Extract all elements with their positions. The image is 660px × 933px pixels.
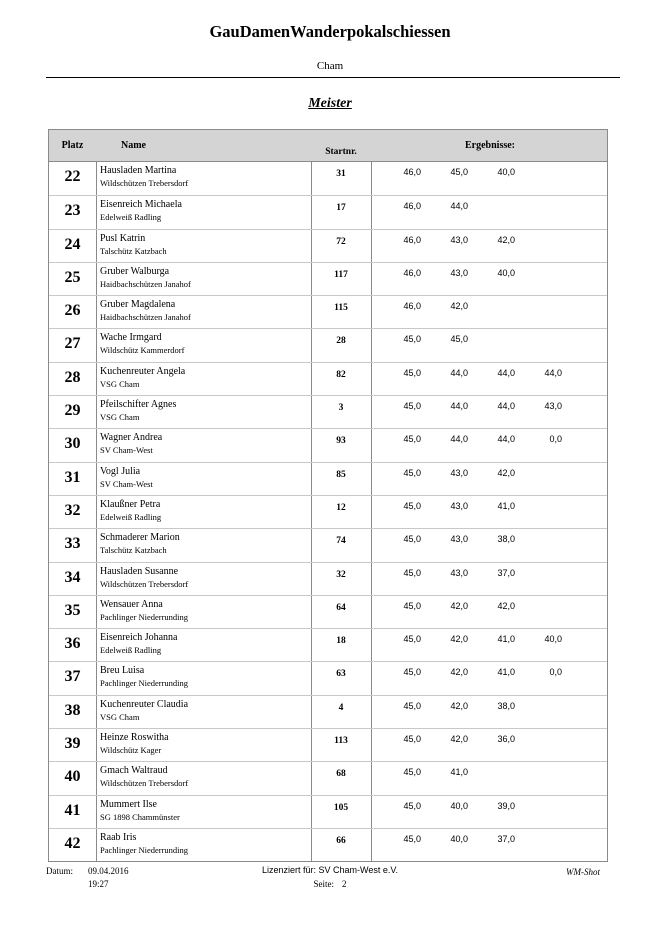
- shooter-name: Mummert Ilse: [100, 798, 157, 810]
- result-value: 42,0: [450, 600, 468, 611]
- result-value: 46,0: [403, 234, 421, 245]
- rank-cell: 41: [64, 801, 81, 819]
- header-divider: [46, 77, 620, 78]
- result-value: 43,0: [450, 267, 468, 278]
- table-row: [49, 728, 607, 761]
- result-value: 42,0: [450, 634, 468, 645]
- club-name: Edelweiß Radling: [100, 645, 162, 656]
- shooter-name: Gmach Waltraud: [100, 765, 168, 777]
- result-value: 40,0: [497, 167, 515, 177]
- result-value: 42,0: [450, 667, 468, 678]
- table-row: [49, 229, 607, 262]
- result-value: 41,0: [497, 634, 515, 645]
- start-number: 4: [338, 702, 344, 713]
- result-value: 46,0: [403, 201, 421, 212]
- result-value: 45,0: [403, 434, 421, 445]
- club-name: SG 1898 Chammünster: [100, 811, 180, 822]
- result-value: 37,0: [497, 833, 515, 844]
- start-number: 28: [336, 336, 346, 347]
- club-name: Pachlinger Niederrunding: [100, 678, 189, 689]
- club-name: Talschütz Katzbach: [100, 545, 167, 556]
- club-name: Haidbachschützen Janahof: [100, 312, 191, 323]
- result-value: 43,0: [544, 401, 562, 412]
- result-value: 37,0: [497, 567, 515, 578]
- rank-cell: 40: [64, 768, 81, 786]
- shooter-name: Eisenreich Michaela: [100, 199, 182, 211]
- result-value: 45,0: [450, 334, 468, 345]
- shooter-name: Vogl Julia: [100, 465, 141, 477]
- result-value: 45,0: [403, 334, 421, 345]
- start-number: 12: [336, 502, 346, 513]
- footer-date-label: Datum:: [46, 866, 73, 876]
- start-number: 68: [336, 769, 346, 780]
- table-row: [49, 262, 607, 295]
- shooter-name: Kuchenreuter Claudia: [100, 698, 189, 710]
- club-name: Talschütz Katzbach: [100, 245, 167, 256]
- result-value: 46,0: [403, 167, 421, 177]
- shooter-name: Eisenreich Johanna: [100, 632, 178, 644]
- result-value: 44,0: [497, 434, 515, 445]
- result-value: 44,0: [450, 401, 468, 412]
- footer-page: [0, 879, 660, 889]
- shooter-name: Breu Luisa: [100, 665, 145, 677]
- club-name: VSG Cham: [100, 378, 140, 389]
- rank-cell: 24: [64, 235, 81, 253]
- shooter-name: Gruber Magdalena: [100, 299, 176, 311]
- result-value: 0,0: [549, 434, 562, 445]
- result-value: 44,0: [544, 367, 562, 378]
- result-value: 46,0: [403, 267, 421, 278]
- club-name: Wildschützen Trebersdorf: [100, 178, 189, 188]
- start-number: 105: [333, 802, 349, 813]
- rank-cell: 42: [64, 834, 81, 852]
- club-name: Wildschützen Trebersdorf: [100, 778, 189, 789]
- result-value: 45,0: [403, 634, 421, 645]
- result-value: 40,0: [544, 634, 562, 645]
- result-value: 45,0: [403, 401, 421, 412]
- start-number: 31: [336, 169, 346, 179]
- table-row: [49, 528, 607, 561]
- result-value: 44,0: [450, 434, 468, 445]
- result-value: 42,0: [450, 700, 468, 711]
- start-number: 66: [336, 835, 346, 846]
- result-value: 45,0: [403, 700, 421, 711]
- table-row: [49, 395, 607, 428]
- footer-page-label: Seite:: [313, 879, 334, 889]
- column-header-ergebnisse: Ergebnisse:: [465, 140, 515, 151]
- table-body: [49, 162, 607, 861]
- shooter-name: Wagner Andrea: [100, 432, 163, 444]
- start-number: 32: [336, 569, 346, 580]
- result-value: 45,0: [403, 800, 421, 811]
- rank-cell: 25: [64, 268, 81, 286]
- club-name: SV Cham-West: [100, 445, 153, 456]
- club-name: Edelweiß Radling: [100, 212, 162, 223]
- club-name: Pachlinger Niederrunding: [100, 611, 189, 622]
- result-value: 45,0: [403, 467, 421, 478]
- table-row: [49, 362, 607, 395]
- club-name: Wildschütz Kammerdorf: [100, 345, 185, 356]
- result-value: 0,0: [549, 667, 562, 678]
- result-value: 41,0: [450, 767, 468, 778]
- result-value: 45,0: [450, 167, 468, 177]
- rank-cell: 35: [64, 601, 81, 619]
- club-name: VSG Cham: [100, 711, 140, 722]
- page-footer: [0, 864, 660, 904]
- start-number: 3: [338, 403, 344, 414]
- rank-cell: 23: [64, 202, 81, 220]
- table-row: [49, 295, 607, 328]
- footer-time: 19:27: [88, 879, 109, 889]
- start-number: 63: [336, 669, 346, 680]
- result-value: 45,0: [403, 367, 421, 378]
- club-name: Haidbachschützen Janahof: [100, 278, 191, 289]
- result-value: 43,0: [450, 534, 468, 545]
- column-header-startnr: Startnr.: [325, 147, 357, 157]
- location-subtitle: Cham: [316, 60, 344, 72]
- table-row: [49, 328, 607, 361]
- rank-cell: 30: [64, 435, 81, 453]
- start-number: 72: [336, 236, 346, 247]
- shooter-name: Hausladen Martina: [100, 165, 177, 176]
- result-value: 43,0: [450, 467, 468, 478]
- result-value: 38,0: [497, 534, 515, 545]
- result-value: 42,0: [450, 734, 468, 745]
- result-value: 42,0: [450, 301, 468, 312]
- result-value: 43,0: [450, 500, 468, 511]
- shooter-name: Hausladen Susanne: [100, 565, 179, 577]
- club-name: Wildschützen Trebersdorf: [100, 578, 189, 589]
- shooter-name: Pusl Katrin: [100, 232, 146, 244]
- table-row: [49, 628, 607, 661]
- footer-page-number: 2: [342, 879, 347, 889]
- rank-cell: 27: [64, 335, 81, 353]
- club-name: SV Cham-West: [100, 478, 153, 489]
- table-header: [49, 130, 607, 162]
- start-number: 18: [336, 636, 346, 647]
- result-value: 42,0: [497, 467, 515, 478]
- table-row: [49, 562, 607, 595]
- result-value: 45,0: [403, 833, 421, 844]
- table-row: [49, 661, 607, 694]
- shooter-name: Wensauer Anna: [100, 598, 163, 610]
- results-table: [48, 129, 608, 862]
- result-value: 44,0: [450, 367, 468, 378]
- start-number: 85: [336, 469, 346, 480]
- table-row: [49, 462, 607, 495]
- shooter-name: Klaußner Petra: [100, 498, 161, 510]
- rank-cell: 37: [64, 668, 81, 686]
- shooter-name: Heinze Roswitha: [100, 732, 169, 744]
- result-value: 45,0: [403, 767, 421, 778]
- club-name: VSG Cham: [100, 412, 140, 423]
- footer-date: 09.04.2016: [88, 866, 129, 876]
- result-value: 44,0: [497, 367, 515, 378]
- start-number: 117: [334, 269, 348, 280]
- start-number: 113: [334, 736, 348, 747]
- start-number: 74: [336, 536, 346, 547]
- rank-cell: 22: [64, 168, 81, 185]
- result-value: 42,0: [497, 234, 515, 245]
- rank-cell: 29: [64, 402, 81, 420]
- shooter-name: Gruber Walburga: [100, 265, 170, 277]
- result-value: 40,0: [450, 833, 468, 844]
- rank-cell: 39: [64, 735, 81, 753]
- start-number: 17: [336, 203, 346, 214]
- result-value: 38,0: [497, 700, 515, 711]
- start-number: 82: [336, 369, 346, 380]
- page-title: GauDamenWanderpokalschiessen: [209, 22, 451, 41]
- result-value: 41,0: [497, 500, 515, 511]
- result-value: 45,0: [403, 734, 421, 745]
- start-number: 93: [336, 436, 346, 447]
- table-row: [49, 162, 607, 195]
- shooter-name: Schmaderer Marion: [100, 532, 180, 544]
- table-row: [49, 195, 607, 228]
- table-row: [49, 695, 607, 728]
- table-row: [49, 795, 607, 828]
- section-heading: Meister: [308, 96, 352, 111]
- rank-cell: 28: [64, 368, 81, 386]
- start-number: 115: [334, 303, 348, 314]
- table-row: [49, 761, 607, 794]
- result-value: 46,0: [403, 301, 421, 312]
- rank-cell: 33: [64, 535, 81, 553]
- table-row: [49, 595, 607, 628]
- result-value: 41,0: [497, 667, 515, 678]
- result-value: 45,0: [403, 600, 421, 611]
- result-value: 40,0: [497, 267, 515, 278]
- rank-cell: 38: [64, 701, 81, 719]
- result-value: 39,0: [497, 800, 515, 811]
- rank-cell: 36: [64, 635, 81, 653]
- result-value: 36,0: [497, 734, 515, 745]
- result-value: 44,0: [497, 401, 515, 412]
- result-value: 45,0: [403, 500, 421, 511]
- table-row: [49, 428, 607, 461]
- result-value: 43,0: [450, 567, 468, 578]
- shooter-name: Wache Irmgard: [100, 332, 162, 344]
- result-value: 42,0: [497, 600, 515, 611]
- rank-cell: 26: [64, 302, 81, 320]
- result-value: 45,0: [403, 567, 421, 578]
- start-number: 64: [336, 602, 346, 613]
- shooter-name: Pfeilschifter Agnes: [100, 399, 177, 411]
- result-value: 40,0: [450, 800, 468, 811]
- rank-cell: 31: [64, 468, 81, 486]
- club-name: Edelweiß Radling: [100, 511, 162, 522]
- club-name: Wildschütz Kager: [100, 745, 162, 756]
- shooter-name: Raab Iris: [100, 831, 137, 843]
- footer-brand: WM-Shot: [566, 867, 600, 877]
- column-header-platz: Platz: [61, 140, 84, 151]
- table-row: [49, 495, 607, 528]
- column-header-name: Name: [121, 140, 146, 151]
- footer-license: Lizenziert für: SV Cham-West e.V.: [261, 865, 399, 875]
- result-value: 45,0: [403, 534, 421, 545]
- shooter-name: Kuchenreuter Angela: [100, 365, 186, 377]
- result-value: 45,0: [403, 667, 421, 678]
- rank-cell: 32: [64, 501, 81, 519]
- result-value: 43,0: [450, 234, 468, 245]
- result-value: 44,0: [450, 201, 468, 212]
- club-name: Pachlinger Niederrunding: [100, 844, 189, 855]
- table-row: [49, 828, 607, 861]
- rank-cell: 34: [64, 568, 81, 586]
